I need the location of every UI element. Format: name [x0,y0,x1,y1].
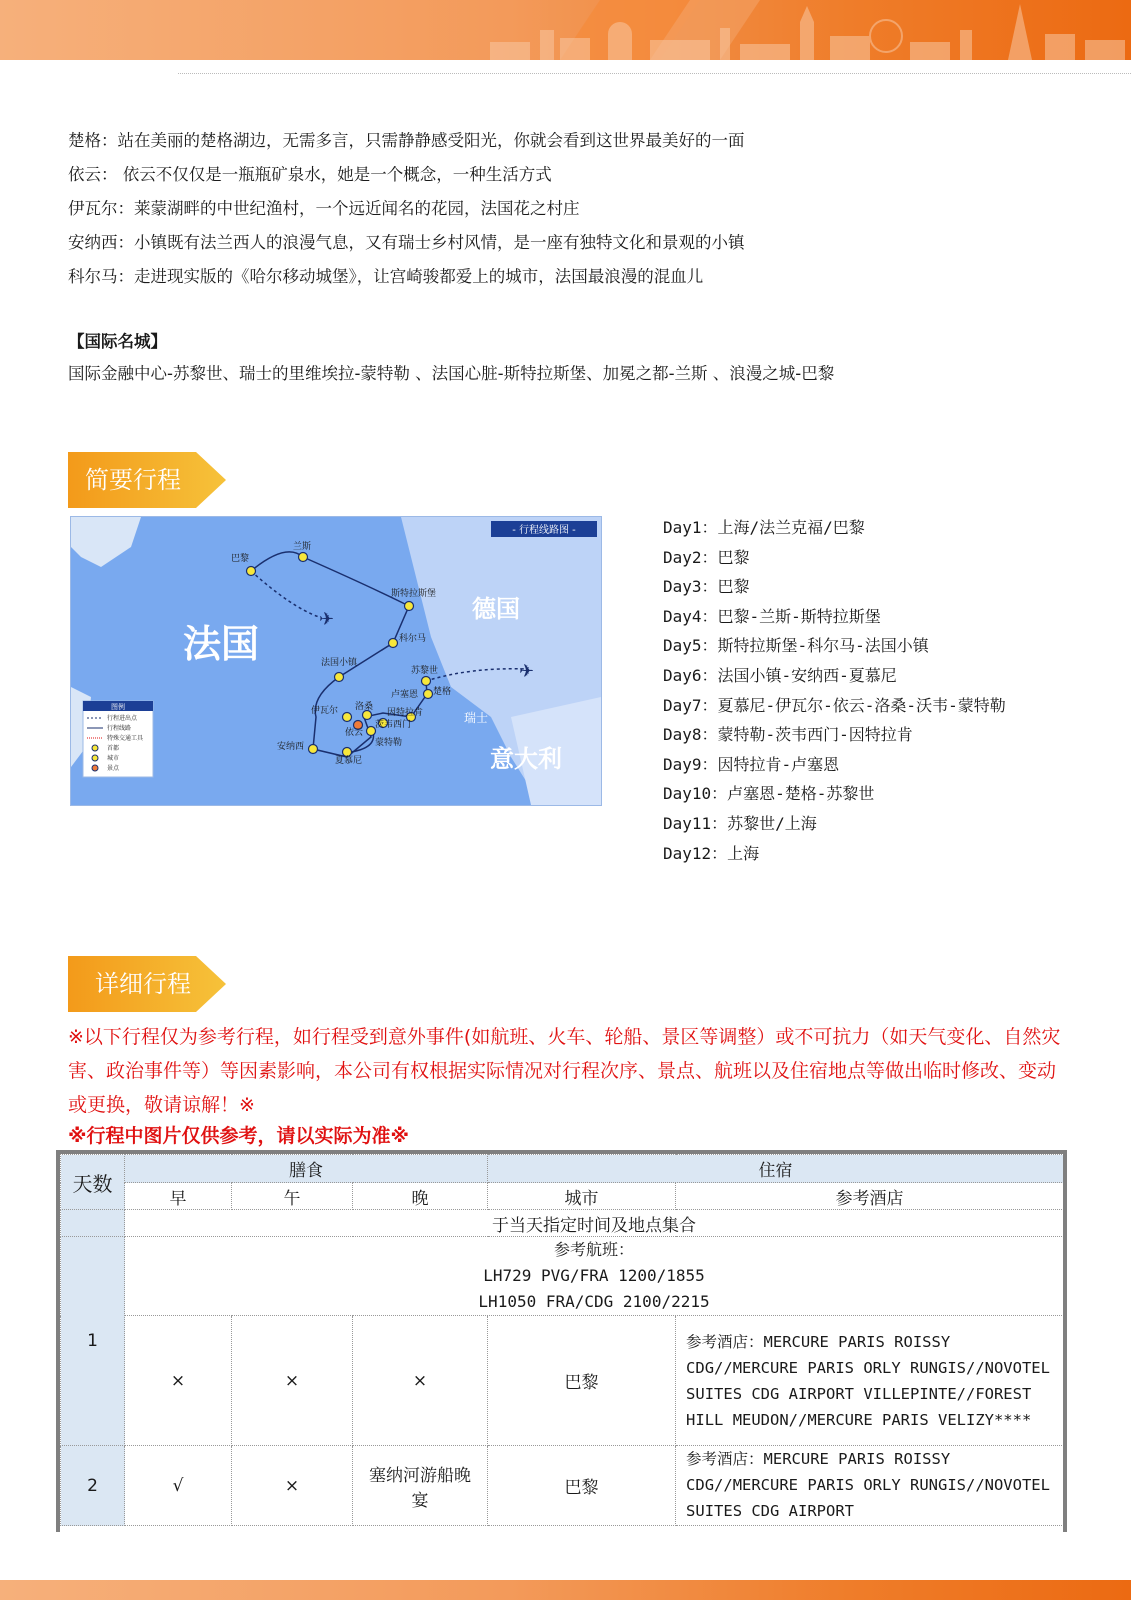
breakfast-cell: √ [125,1446,232,1526]
city-cell: 巴黎 [488,1316,676,1446]
city-town: 法国小镇 [321,658,358,668]
legend-item: 行程线路 [107,725,132,732]
lunch-cell: × [232,1446,353,1526]
route-map [70,516,602,806]
skyline-decoration [0,0,1131,60]
city-cell: 巴黎 [488,1446,676,1526]
day-item: Day8：蒙特勒-茨韦西门-因特拉肯 [663,725,913,745]
day-number: 2 [61,1446,125,1526]
intro-paragraphs [68,124,1068,294]
city-chamonix: 夏慕尼 [335,756,363,766]
disclaimer-notice: ※以下行程仅为参考行程，如行程受到意外事件(如航班、火车、轮船、景区等调整）或不可抗力（如天气变化、自然灾害、政治事件等）等因素影响，本公司有权根据实际情况对行程次序、景点、航班以及住宿地点等做出临时修改、变动或更换，敬请谅解！※ [68,1026,1061,1116]
detail-itinerary-title: 详细行程 [95,970,191,998]
header-city: 城市 [488,1183,676,1210]
detail-itinerary-badge [68,956,226,1012]
header-stay: 住宿 [488,1155,1064,1183]
city-paris: 巴黎 [231,554,250,564]
breakfast-cell: × [125,1316,232,1446]
day-item: Day10：卢塞恩-楚格-苏黎世 [663,784,875,804]
legend-item: 城市 [107,755,120,762]
hotel-cell: 参考酒店：MERCURE PARIS ROISSY CDG//MERCURE PARIS ORLY RUNGIS//NOVOTEL SUITES CDG AIRPORT [676,1446,1064,1526]
day-item: Day7：夏慕尼-伊瓦尔-依云-洛桑-沃韦-蒙特勒 [663,695,1006,715]
header-breakfast: 早 [125,1183,232,1210]
city-annecy: 安纳西 [277,742,305,752]
header-divider [178,73,1131,74]
day-item: Day2：巴黎 [663,547,750,567]
day-number: 1 [61,1237,125,1446]
bottom-banner [0,1580,1131,1600]
country-italy: 意大利 [490,745,562,773]
plane-icon: ✈ [519,661,535,682]
map-title: - 行程线路图 - [512,525,576,536]
city-yvoire: 伊瓦尔 [311,706,339,716]
header-dinner: 晚 [353,1183,488,1210]
intro-line: 依云： 依云不仅仅是一瓶瓶矿泉水，她是一个概念，一种生活方式 [68,165,552,184]
city-lausanne: 洛桑 [355,702,374,712]
intro-line: 伊瓦尔：莱蒙湖畔的中世纪渔村，一个远近闻名的花园，法国花之村庄 [68,199,580,218]
day-item: Day11：苏黎世/上海 [663,813,817,833]
day-item: Day6：法国小镇-安纳西-夏慕尼 [663,665,897,685]
legend-item: 首都 [107,745,120,752]
legend-item: 景点 [107,765,120,772]
flight-line: LH729 PVG/FRA 1200/1855 [483,1266,705,1285]
flight-title: 参考航班： [554,1240,635,1259]
header-meals: 膳食 [125,1155,488,1183]
map-legend [83,701,153,777]
brief-itinerary-title: 简要行程 [85,466,181,494]
brief-itinerary-badge [68,452,226,508]
header-hotel: 参考酒店 [676,1183,1064,1210]
city-lucerne: 卢塞恩 [391,690,419,700]
intro-line: 楚格：站在美丽的楚格湖边，无需多言，只需静静感受阳光，你就会看到这世界最美好的一面 [68,131,745,150]
plane-icon: ✈ [319,609,335,630]
flight-info [125,1237,1064,1316]
day-item: Day3：巴黎 [663,577,750,597]
city-evian: 依云 [345,728,364,738]
gather-note: 于当天指定时间及地点集合 [125,1210,1064,1237]
city-zweisimmen: 茨韦西门 [375,720,412,730]
day-item: Day9：因特拉肯-卢塞恩 [663,754,840,774]
flight-line: LH1050 FRA/CDG 2100/2215 [478,1292,710,1311]
city-interlaken: 因特拉肯 [387,708,424,718]
city-colmar: 科尔马 [399,634,427,644]
city-zug: 楚格 [433,687,452,697]
intro-line: 科尔马：走进现实版的《哈尔移动城堡》，让宫崎骏都爱上的城市，法国最浪漫的混血儿 [68,267,704,286]
image-notice: ※行程中图片仅供参考，请以实际为准※ [68,1125,409,1147]
city-strasbourg: 斯特拉斯堡 [391,589,437,599]
city-montreux: 蒙特勒 [375,738,403,748]
top-banner [0,0,1131,60]
itinerary-table [56,1150,1067,1532]
intl-cities-heading: 【国际名城】 [68,332,167,351]
dinner-cell: 塞纳河游船晚宴 [353,1446,488,1526]
intro-line: 安纳西：小镇既有法兰西人的浪漫气息，又有瑞士乡村风情，是一座有独特文化和景观的小镇 [68,233,745,252]
header-day: 天数 [61,1155,125,1210]
country-france: 法国 [182,622,260,666]
route-map-graphic [71,517,601,805]
header-lunch: 午 [232,1183,353,1210]
day-cell-blank [61,1210,125,1237]
city-zurich: 苏黎世 [411,666,439,676]
country-germany: 德国 [472,595,520,623]
legend-title: 图例 [111,703,125,711]
day-item: Day4：巴黎-兰斯-斯特拉斯堡 [663,606,881,626]
day-item: Day12：上海 [663,843,760,863]
day-item: Day1：上海/法兰克福/巴黎 [663,518,865,537]
dinner-cell: × [353,1316,488,1446]
legend-item: 特殊交通工具 [107,735,144,742]
legend-item: 行程进出点 [107,715,138,722]
country-swiss: 瑞士 [463,711,489,725]
hotel-cell: 参考酒店：MERCURE PARIS ROISSY CDG//MERCURE PARIS ORLY RUNGIS//NOVOTEL SUITES CDG AIRPORT VILLEPINTE//FOREST HILL MEUDON//MERCURE PARIS VELIZY**** [676,1316,1064,1446]
intl-cities-text: 国际金融中心-苏黎世、瑞士的里维埃拉-蒙特勒 、法国心脏-斯特拉斯堡、加冕之都-兰斯 、浪漫之城-巴黎 [68,364,835,383]
lunch-cell: × [232,1316,353,1446]
day-item: Day5：斯特拉斯堡-科尔马-法国小镇 [663,636,929,656]
city-reims: 兰斯 [293,542,312,552]
brief-day-list [663,513,1043,868]
